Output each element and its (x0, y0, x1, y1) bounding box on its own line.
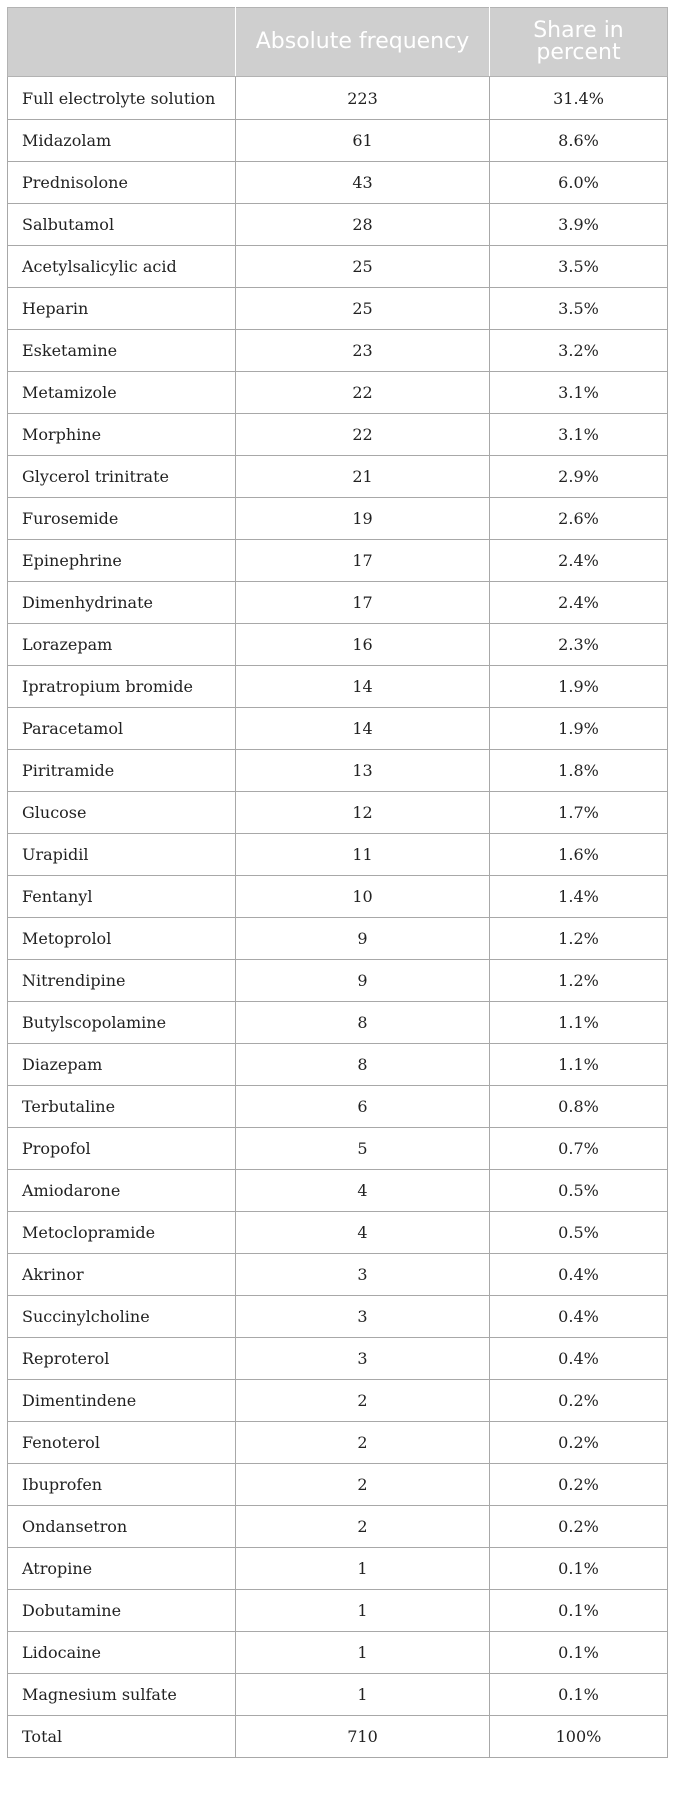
medication-name-cell: Terbutaline (8, 1086, 236, 1128)
table-row (8, 204, 668, 246)
absolute-frequency-cell: 4 (236, 1212, 490, 1254)
absolute-frequency-cell: 3 (236, 1338, 490, 1380)
share-percent-cell: 0.2% (490, 1380, 668, 1422)
share-percent-cell: 0.2% (490, 1422, 668, 1464)
share-percent-cell: 1.4% (490, 876, 668, 918)
table-row (8, 1128, 668, 1170)
share-percent-cell: 0.2% (490, 1464, 668, 1506)
absolute-frequency-cell: 4 (236, 1170, 490, 1212)
table-row (8, 750, 668, 792)
table-row (8, 1254, 668, 1296)
medication-name-cell: Total (8, 1716, 236, 1758)
absolute-frequency-cell: 14 (236, 708, 490, 750)
medication-name-cell: Atropine (8, 1548, 236, 1590)
medication-name-cell: Fenoterol (8, 1422, 236, 1464)
share-percent-cell: 0.1% (490, 1674, 668, 1716)
absolute-frequency-cell: 13 (236, 750, 490, 792)
share-percent-cell: 0.4% (490, 1338, 668, 1380)
share-percent-cell: 1.9% (490, 708, 668, 750)
absolute-frequency-cell: 17 (236, 582, 490, 624)
medication-name-cell: Metoclopramide (8, 1212, 236, 1254)
header-share-in-percent: Share in percent (490, 8, 668, 77)
share-percent-cell: 0.1% (490, 1590, 668, 1632)
header-row (8, 8, 668, 77)
medication-name-cell: Magnesium sulfate (8, 1674, 236, 1716)
medication-name-cell: Nitrendipine (8, 960, 236, 1002)
share-percent-cell: 1.6% (490, 834, 668, 876)
absolute-frequency-cell: 9 (236, 960, 490, 1002)
medication-name-cell: Glycerol trinitrate (8, 456, 236, 498)
table-row (8, 708, 668, 750)
medication-name-cell: Heparin (8, 288, 236, 330)
medication-name-cell: Dobutamine (8, 1590, 236, 1632)
share-percent-cell: 3.1% (490, 414, 668, 456)
table-row (8, 1002, 668, 1044)
medication-name-cell: Morphine (8, 414, 236, 456)
medication-name-cell: Urapidil (8, 834, 236, 876)
share-percent-cell: 1.8% (490, 750, 668, 792)
share-percent-cell: 2.3% (490, 624, 668, 666)
table-row (8, 582, 668, 624)
absolute-frequency-cell: 28 (236, 204, 490, 246)
absolute-frequency-cell: 25 (236, 288, 490, 330)
medication-name-cell: Lorazepam (8, 624, 236, 666)
table-row (8, 414, 668, 456)
table-row (8, 666, 668, 708)
header-medication (8, 8, 236, 77)
table-row (8, 792, 668, 834)
medication-frequency-table-container (7, 7, 667, 1758)
medication-name-cell: Full electrolyte solution (8, 77, 236, 120)
table-row (8, 1590, 668, 1632)
table-row (8, 1296, 668, 1338)
absolute-frequency-cell: 11 (236, 834, 490, 876)
table-row (8, 1212, 668, 1254)
medication-name-cell: Butylscopolamine (8, 1002, 236, 1044)
medication-name-cell: Esketamine (8, 330, 236, 372)
share-percent-cell: 1.9% (490, 666, 668, 708)
absolute-frequency-cell: 3 (236, 1254, 490, 1296)
share-percent-cell: 100% (490, 1716, 668, 1758)
medication-name-cell: Acetylsalicylic acid (8, 246, 236, 288)
medication-name-cell: Midazolam (8, 120, 236, 162)
medication-name-cell: Dimentindene (8, 1380, 236, 1422)
medication-name-cell: Diazepam (8, 1044, 236, 1086)
table-row (8, 1506, 668, 1548)
absolute-frequency-cell: 10 (236, 876, 490, 918)
absolute-frequency-cell: 1 (236, 1548, 490, 1590)
table-row (8, 960, 668, 1002)
table-header (8, 8, 668, 77)
absolute-frequency-cell: 2 (236, 1380, 490, 1422)
absolute-frequency-cell: 1 (236, 1674, 490, 1716)
absolute-frequency-cell: 6 (236, 1086, 490, 1128)
table-row (8, 540, 668, 582)
medication-name-cell: Furosemide (8, 498, 236, 540)
medication-name-cell: Akrinor (8, 1254, 236, 1296)
absolute-frequency-cell: 25 (236, 246, 490, 288)
absolute-frequency-cell: 8 (236, 1044, 490, 1086)
absolute-frequency-cell: 1 (236, 1590, 490, 1632)
share-percent-cell: 0.2% (490, 1506, 668, 1548)
share-percent-cell: 3.2% (490, 330, 668, 372)
absolute-frequency-cell: 1 (236, 1632, 490, 1674)
absolute-frequency-cell: 22 (236, 414, 490, 456)
medication-name-cell: Lidocaine (8, 1632, 236, 1674)
table-row (8, 1044, 668, 1086)
share-percent-cell: 1.1% (490, 1002, 668, 1044)
medication-name-cell: Metoprolol (8, 918, 236, 960)
table-row (8, 1338, 668, 1380)
share-percent-cell: 0.1% (490, 1632, 668, 1674)
absolute-frequency-cell: 3 (236, 1296, 490, 1338)
share-percent-cell: 0.5% (490, 1212, 668, 1254)
share-percent-cell: 0.1% (490, 1548, 668, 1590)
absolute-frequency-cell: 5 (236, 1128, 490, 1170)
table-row (8, 1086, 668, 1128)
share-percent-cell: 2.4% (490, 582, 668, 624)
medication-name-cell: Piritramide (8, 750, 236, 792)
share-percent-cell: 0.5% (490, 1170, 668, 1212)
table-row (8, 288, 668, 330)
absolute-frequency-cell: 2 (236, 1464, 490, 1506)
medication-frequency-table (7, 7, 668, 1758)
share-percent-cell: 3.5% (490, 246, 668, 288)
absolute-frequency-cell: 23 (236, 330, 490, 372)
table-row (8, 918, 668, 960)
table-row (8, 162, 668, 204)
medication-name-cell: Fentanyl (8, 876, 236, 918)
medication-name-cell: Dimenhydrinate (8, 582, 236, 624)
share-percent-cell: 2.4% (490, 540, 668, 582)
absolute-frequency-cell: 2 (236, 1506, 490, 1548)
share-percent-cell: 2.9% (490, 456, 668, 498)
share-percent-cell: 8.6% (490, 120, 668, 162)
table-row (8, 498, 668, 540)
absolute-frequency-cell: 21 (236, 456, 490, 498)
table-row (8, 834, 668, 876)
share-percent-cell: 6.0% (490, 162, 668, 204)
absolute-frequency-cell: 9 (236, 918, 490, 960)
table-row (8, 330, 668, 372)
medication-name-cell: Glucose (8, 792, 236, 834)
table-row (8, 1422, 668, 1464)
absolute-frequency-cell: 16 (236, 624, 490, 666)
absolute-frequency-cell: 19 (236, 498, 490, 540)
medication-name-cell: Metamizole (8, 372, 236, 414)
table-row (8, 1170, 668, 1212)
table-row (8, 1380, 668, 1422)
absolute-frequency-cell: 2 (236, 1422, 490, 1464)
table-row (8, 120, 668, 162)
share-percent-cell: 0.4% (490, 1296, 668, 1338)
table-body (8, 77, 668, 1758)
share-percent-cell: 0.7% (490, 1128, 668, 1170)
medication-name-cell: Prednisolone (8, 162, 236, 204)
share-percent-cell: 3.5% (490, 288, 668, 330)
absolute-frequency-cell: 8 (236, 1002, 490, 1044)
table-row (8, 1716, 668, 1758)
table-row (8, 1548, 668, 1590)
absolute-frequency-cell: 14 (236, 666, 490, 708)
absolute-frequency-cell: 17 (236, 540, 490, 582)
table-row (8, 1632, 668, 1674)
medication-name-cell: Succinylcholine (8, 1296, 236, 1338)
share-percent-cell: 1.2% (490, 960, 668, 1002)
medication-name-cell: Propofol (8, 1128, 236, 1170)
medication-name-cell: Ipratropium bromide (8, 666, 236, 708)
share-percent-cell: 2.6% (490, 498, 668, 540)
table-row (8, 77, 668, 120)
table-row (8, 372, 668, 414)
medication-name-cell: Amiodarone (8, 1170, 236, 1212)
absolute-frequency-cell: 43 (236, 162, 490, 204)
share-percent-cell: 0.8% (490, 1086, 668, 1128)
medication-name-cell: Ondansetron (8, 1506, 236, 1548)
share-percent-cell: 1.1% (490, 1044, 668, 1086)
share-percent-cell: 3.9% (490, 204, 668, 246)
medication-name-cell: Ibuprofen (8, 1464, 236, 1506)
medication-name-cell: Paracetamol (8, 708, 236, 750)
table-row (8, 1464, 668, 1506)
medication-name-cell: Salbutamol (8, 204, 236, 246)
table-row (8, 456, 668, 498)
share-percent-cell: 1.2% (490, 918, 668, 960)
absolute-frequency-cell: 61 (236, 120, 490, 162)
header-absolute-frequency: Absolute frequency (236, 8, 490, 77)
table-row (8, 246, 668, 288)
share-percent-cell: 31.4% (490, 77, 668, 120)
share-percent-cell: 0.4% (490, 1254, 668, 1296)
absolute-frequency-cell: 12 (236, 792, 490, 834)
absolute-frequency-cell: 223 (236, 77, 490, 120)
medication-name-cell: Reproterol (8, 1338, 236, 1380)
share-percent-cell: 1.7% (490, 792, 668, 834)
table-row (8, 876, 668, 918)
absolute-frequency-cell: 22 (236, 372, 490, 414)
table-row (8, 1674, 668, 1716)
medication-name-cell: Epinephrine (8, 540, 236, 582)
absolute-frequency-cell: 710 (236, 1716, 490, 1758)
table-row (8, 624, 668, 666)
share-percent-cell: 3.1% (490, 372, 668, 414)
